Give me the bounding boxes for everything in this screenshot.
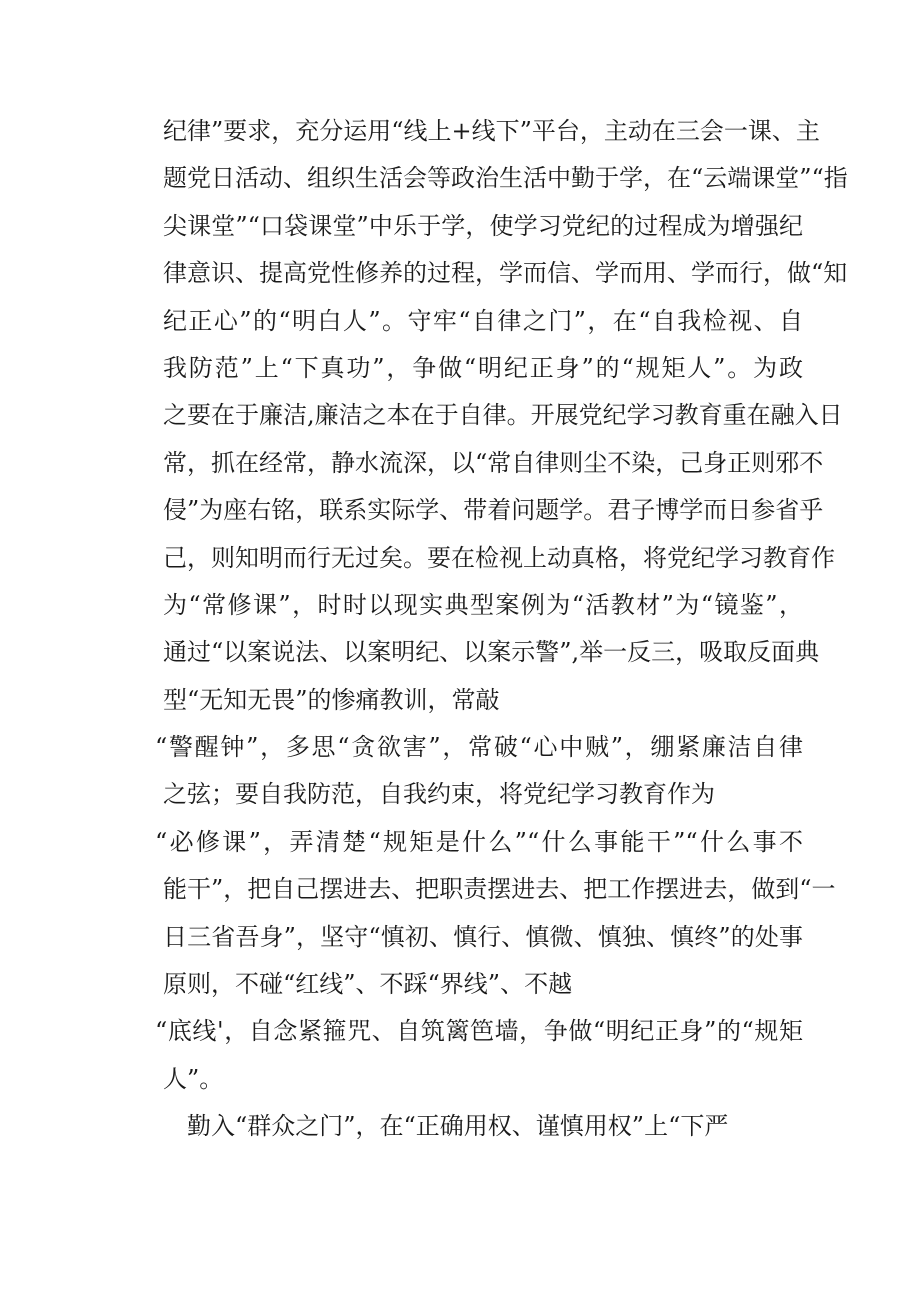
text-line: 之要在于廉洁,廉洁之本在于自律。开展党纪学习教育重在融入日 (163, 401, 843, 430)
text-line: 常，抓在经常，静水流深，以“常自律则尘不染，己身正则邪不 (163, 448, 824, 477)
text-line: 通过“以案说法、以案明纪、以案示警”,举一反三，吸取反面典 (163, 638, 820, 667)
text-line: 题党日活动、组织生活会等政治生活中勤于学，在“云端课堂”“指 (163, 164, 848, 193)
text-line: 日三省吾身”，坚守“慎初、慎行、慎微、慎独、慎终”的处事 (163, 922, 803, 951)
text-line: 纪律”要求，充分运用“线上+线下”平台，主动在三会一课、主 (163, 117, 820, 145)
text-line: “必修课”，弄清楚“规矩是什么”“什么事能干”“什么事不 (155, 827, 803, 856)
text-line: 能干”，把自己摆进去、把职责摆进去、把工作摆进去，做到“一 (163, 875, 836, 904)
text-line: 之弦；要自我防范，自我约束，将党纪学习教育作为 (163, 780, 715, 809)
text-line: 尖课堂”“口袋课堂”中乐于学，使学习党纪的过程成为增强纪 (163, 211, 803, 240)
text-line: 原则，不碰“红线”、不踩“界线”、不越 (163, 970, 573, 999)
text-line: “底线'，自念紧箍咒、自筑篱笆墙，争做“明纪正身”的“规矩 (155, 1017, 803, 1046)
text-line: 我防范”上“下真功”，争做“明纪正身”的“规矩人”。为政 (163, 353, 803, 382)
text-line: 己，则知明而行无过矣。要在检视上动真格，将党纪学习教育作 (163, 543, 835, 572)
text-line: 型“无知无畏”的惨痛教训，常敲 (163, 685, 500, 714)
text-line: 律意识、提高党性修养的过程，学而信、学而用、学而行，做“知 (163, 259, 848, 288)
text-line: “警醒钟”，多思“贪欲害”，常破“心中贼”，绷紧廉洁自律 (155, 733, 803, 762)
text-line: 侵”为座右铭，联系实际学、带着问题学。君子博学而日参省乎 (163, 496, 824, 525)
paragraph-start-line: 勤入“群众之门”，在“正确用权、谨慎用权”上“下严 (187, 1112, 729, 1141)
body-text (155, 108, 848, 1151)
text-line: 纪正心”的“明白人”。守牢“自律之门”，在“自我检视、自 (163, 306, 803, 335)
text-line: 人”。 (163, 1064, 224, 1093)
text-line: 为“常修课”，时时以现实典型案例为“活教材”为“镜鉴”， (163, 590, 803, 619)
